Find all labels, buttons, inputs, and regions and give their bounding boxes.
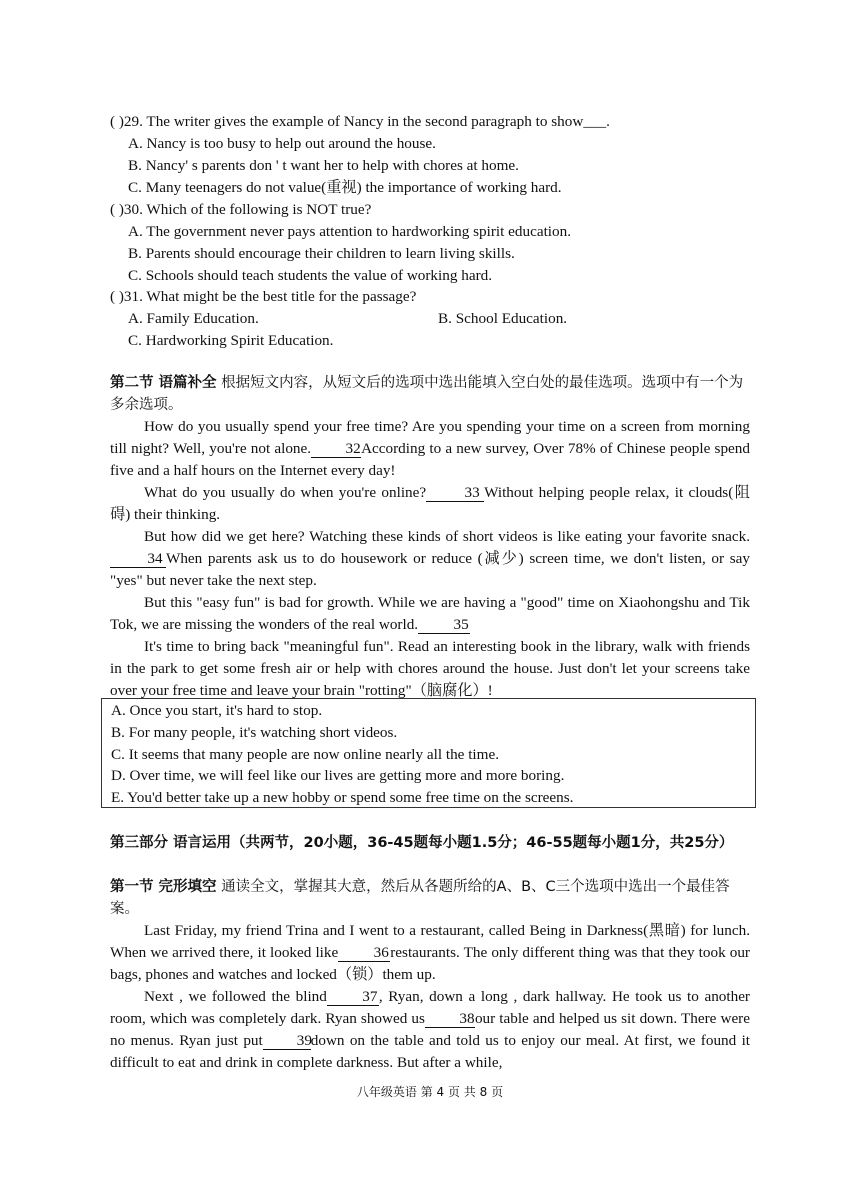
- question-31-option-a: A. Family Education.: [128, 310, 259, 327]
- blank-32[interactable]: 32: [311, 441, 361, 458]
- question-30-stem: ( )30. Which of the following is NOT true?: [110, 201, 372, 218]
- passage-paragraph-1: How do you usually spend your free time? Are you spending your time on a screen from morning till night? Well, you're not alone. 32According to a new survey, Over 78% of Chinese people spend five and a half hours on the Internet every day!: [110, 418, 750, 479]
- blank-34[interactable]: 34: [110, 551, 166, 568]
- blank-38[interactable]: 38: [425, 1011, 475, 1028]
- blank-33[interactable]: 33: [426, 485, 484, 502]
- question-30-option-a: A. The government never pays attention to hardworking spirit education.: [128, 223, 571, 240]
- question-29-option-b: B. Nancy' s parents don ' t want her to help with chores at home.: [128, 157, 519, 174]
- passage-paragraph-5: It's time to bring back "meaningful fun". Read an interesting book in the library, walk with friends in the park to get some fresh air or help with chores around the house. Just don't let your screens take over your free time and leave your brain "rotting"（脑腐化）!: [110, 638, 750, 699]
- cloze-instruction: 通读全文，掌握其大意，然后从各题所给的A、B、C三个选项中选出一个最佳答案。: [110, 879, 730, 917]
- section-2-header: [110, 372, 750, 416]
- option-a: A. Once you start, it's hard to stop.: [111, 702, 323, 719]
- cloze-paragraph-1: Last Friday, my friend Trina and I went to a restaurant, called Being in Darkness(黑暗) for lunch. When we arrived there, it looked like 36restaurants. The only different thing was that they took our bags, phones and watches and locked（锁）them up.: [110, 922, 750, 983]
- blank-37[interactable]: 37: [327, 989, 379, 1006]
- blank-36[interactable]: 36: [338, 945, 390, 962]
- page-footer: 八年级英语 第 4 页 共 8 页: [356, 1085, 504, 1099]
- part-3-heading: 第三部分 语言运用（共两节，20小题，36-45题每小题1.5分；46-55题每小题1分，共25分）: [110, 835, 734, 851]
- question-31-stem: ( )31. What might be the best title for the passage?: [110, 288, 417, 305]
- question-30-option-b: B. Parents should encourage their children to learn living skills.: [128, 245, 515, 262]
- options-box: [101, 698, 756, 808]
- option-b: B. For many people, it's watching short videos.: [111, 724, 398, 741]
- question-31-option-c: C. Hardworking Spirit Education.: [128, 332, 334, 349]
- option-d: D. Over time, we will feel like our lives are getting more and more boring.: [111, 767, 565, 784]
- section-2-instruction: 根据短文内容，从短文后的选项中选出能填入空白处的最佳选项。选项中有一个为多余选项。: [110, 375, 744, 413]
- cloze-paragraph-2: Next , we followed the blind 37, Ryan, down a long , dark hallway. He took us to another room, which was completely dark. Ryan showed us 38our table and helped us sit down. There were no menus. Ryan just put 39down on the table and told us to enjoy our meal. At first, we found it difficult to eat and drink in complete darkness. But after a while,: [110, 988, 751, 1071]
- passage-paragraph-2: What do you usually do when you're online? 33 Without helping people relax, it clouds(阻碍) their thinking.: [110, 484, 750, 523]
- question-29-option-a: A. Nancy is too busy to help out around the house.: [128, 135, 436, 152]
- option-e: E. You'd better take up a new hobby or spend some free time on the screens.: [111, 789, 574, 806]
- option-c: C. It seems that many people are now online nearly all the time.: [111, 746, 500, 763]
- blank-35[interactable]: 35: [418, 617, 470, 634]
- blank-39[interactable]: 39: [263, 1033, 311, 1050]
- question-30-option-c: C. Schools should teach students the value of working hard.: [128, 267, 493, 284]
- cloze-heading: 第一节 完形填空: [110, 879, 217, 895]
- passage-paragraph-4: But this "easy fun" is bad for growth. While we are having a "good" time on Xiaohongshu and Tik Tok, we are missing the wonders of the real world. 35: [110, 594, 750, 633]
- passage-paragraph-3: But how did we get here? Watching these kinds of short videos is like eating your favorite snack.34 When parents ask us to do housework or reduce (减少) screen time, we don't listen, or say "yes" but never take the next step.: [110, 528, 750, 589]
- section-2-heading: 第二节 语篇补全: [110, 375, 217, 391]
- question-29-option-c: C. Many teenagers do not value(重视) the importance of working hard.: [128, 179, 562, 196]
- question-29-stem: ( )29. The writer gives the example of Nancy in the second paragraph to show___.: [110, 113, 610, 130]
- question-31-option-b: B. School Education.: [438, 310, 568, 327]
- cloze-header: [110, 876, 750, 920]
